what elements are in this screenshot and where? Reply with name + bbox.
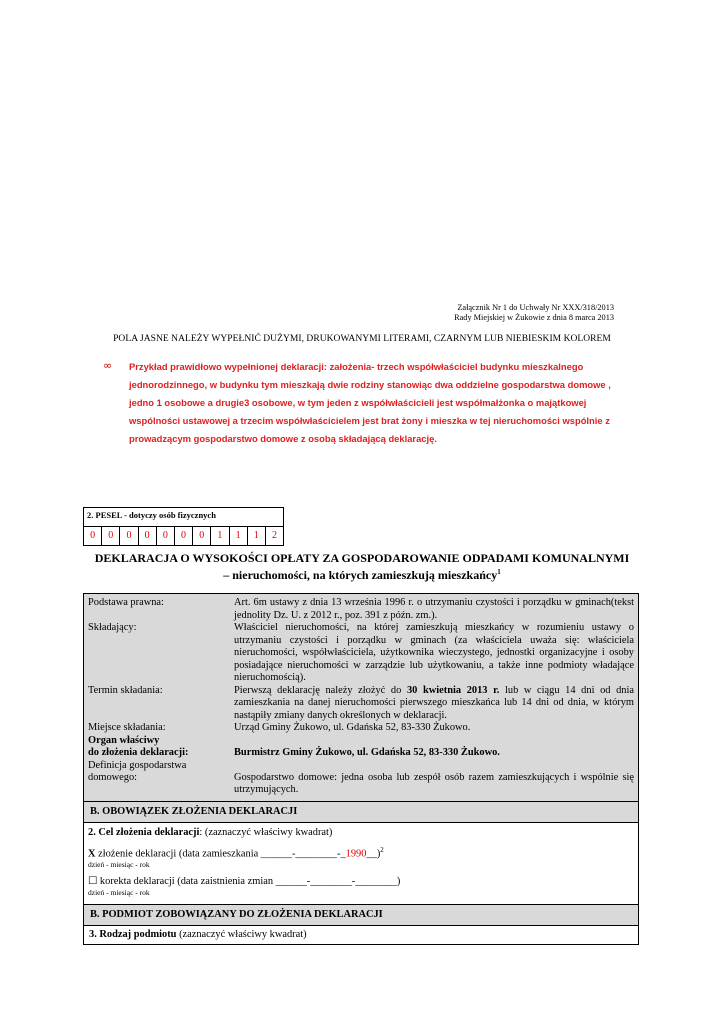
pesel-digit[interactable]: 1 [230,527,248,545]
household-label [88,760,234,797]
filer-label: Składający: [88,622,137,633]
basis-value: Art. 6m ustawy z dnia 13 września 1996 r. o utrzymaniu czystości i porządku w gminach(tekst jednolity Dz. U. z 2012 r., poz. 391 z późn. zm.). [234,597,634,621]
fill-instruction: POLA JASNE NALEŻY WYPEŁNIĆ DUŻYMI, DRUKOWANYMI LITERAMI, CZARNYM LUB NIEBIESKIM KOLOREM [113,334,611,344]
pesel-digit[interactable]: 2 [271,530,277,541]
authority-value: Burmistrz Gminy Żukowo, ul. Gdańska 52, 83-330 Żukowo. [234,746,500,758]
declaration-form [83,593,639,945]
entity-heading-rest: (zaznaczyć właściwy kwadrat) [176,928,307,940]
section-3-entity-type [84,925,638,944]
example-note [103,358,623,448]
pesel-digits [84,527,283,545]
pesel-digit[interactable]: 0 [193,527,211,545]
pesel-digit[interactable]: 1 [248,527,266,545]
pesel-digit[interactable]: 0 [175,527,193,545]
info-row-filer [88,622,634,685]
section-b-obligation: B. OBOWIĄZEK ZŁOŻENIA DEKLARACJI [84,801,638,822]
place-label: Miejsce składania: [88,722,166,733]
option-submit[interactable] [88,844,633,860]
attachment-note-line1: Załącznik Nr 1 do Uchwały Nr XXX/318/2013 [457,303,614,312]
option-correction-text: korekta deklaracji (data zaistnienia zmian ______-________-________) [97,875,401,887]
deadline-date: 30 kwietnia 2013 r. [406,684,500,696]
entity-heading-bold: 3. Rodzaj podmiotu [89,928,177,940]
title-line2 [0,565,724,582]
infinity-bullet-icon: ∞ [103,359,113,372]
info-row-deadline [88,685,634,723]
authority-label-line2: do złożenia deklaracji: [88,747,189,758]
info-section [84,594,638,801]
filer-value: Właściciel nieruchomości, na której zamieszkują mieszkańcy w rozumieniu ustawy o utrzymaniu czystości i porządku w gminach (za właściciela uważa się: właściciela nieruchomości, współwłaściciela, użytkownika wieczystego, jednostki organizacyjne i osoby posiadające nieruchomości w zarządzie lub użytkowaniu, a także inne podmioty władające nieruchomością). [234,622,634,683]
residence-year[interactable]: 1990 [345,847,367,859]
date-hint: dzień - miesiąc - rok [88,859,150,869]
basis-label: Podstawa prawna: [88,597,164,608]
pesel-digit[interactable]: 1 [211,527,229,545]
pesel-digit[interactable]: 0 [84,527,102,545]
pesel-digit[interactable]: 0 [157,527,175,545]
authority-label [88,735,234,760]
info-row-basis [88,597,634,622]
option-correction[interactable] [88,875,633,888]
purpose-heading-bold: 2. Cel złożenia deklaracji [88,826,200,838]
title-line2-text: – nieruchomości, na których zamieszkują mieszkańcy [223,568,498,582]
pesel-digit[interactable]: 0 [139,527,157,545]
household-value: Gospodarstwo domowe: jedna osoba lub zespół osób razem zamieszkujących i wspólnie się utrzymujących. [234,771,634,795]
household-label-line2: domowego: [88,772,138,783]
footnote-ref-2: 2 [380,845,384,854]
pesel-label: 2. PESEL - dotyczy osób fizycznych [84,508,283,527]
pesel-box [83,507,284,546]
deadline-text-post: lub w ciągu 14 dni od dnia zamieszkania na danej nieruchomości pierwszego mieszkańca lub 14 dni od dnia, w którym nastąpiły zmiany danych określonych w deklaracji. [234,684,634,721]
household-label-line1: Definicja gospodarstwa [88,759,187,771]
deadline-text-pre: Pierwszą deklarację należy złożyć do [234,684,407,696]
option-submit-text: złożenie deklaracji (data zamieszkania ______-________-_ [95,847,346,859]
pesel-digit[interactable]: 0 [102,527,120,545]
footnote-ref: 1 [497,568,501,576]
declaration-title [0,551,724,582]
purpose-heading [88,826,633,839]
title-line1: DEKLARACJA O WYSOKOŚCI OPŁATY ZA GOSPODAROWANIE ODPADAMI KOMUNALNYMI [94,551,630,565]
info-row-household [88,760,634,797]
info-row-place [88,722,634,735]
deadline-label: Termin składania: [88,684,163,696]
date-hint: dzień - miesiąc - rok [88,887,150,897]
info-row-authority [88,735,634,760]
pesel-digit[interactable]: 0 [120,527,138,545]
section-2-purpose [84,822,638,904]
option-submit-end: __) [366,847,381,859]
place-value: Urząd Gminy Żukowo, ul. Gdańska 52, 83-330 Żukowo. [234,722,471,733]
authority-label-line1: Organ właściwy [88,734,160,746]
empty-checkbox-icon[interactable]: ☐ [88,875,98,887]
deadline-value [234,685,634,723]
example-text: Przykład prawidłowo wypełnionej deklaracji: założenia- trzech współwłaściciel budynku mieszkalnego jednorodzinnego, w budynku tym mieszkają dwie rodziny stanowiąc dwa oddzielne gospodarstwa domowe , jedno 1 osobowe a drugie3 osobowe, w tym jeden z współwłaścicieli jest współmałżonka o majątkowej wspólności ustawowej a trzecim współwłaścicielem jest brat żony i mieszka w tej nieruchomości wspólnie z prowadzącym gospodarstwo domowe z osobą składającą deklarację. [129,361,611,444]
attachment-note-line2: Rady Miejskiej w Żukowie z dnia 8 marca 2013 [454,313,614,322]
purpose-heading-rest: : (zaznaczyć właściwy kwadrat) [199,826,333,838]
checked-x-icon[interactable]: X [88,847,96,859]
section-b-subject: B. PODMIOT ZOBOWIĄZANY DO ZŁOŻENIA DEKLARACJI [84,904,638,925]
attachment-note [454,303,614,323]
